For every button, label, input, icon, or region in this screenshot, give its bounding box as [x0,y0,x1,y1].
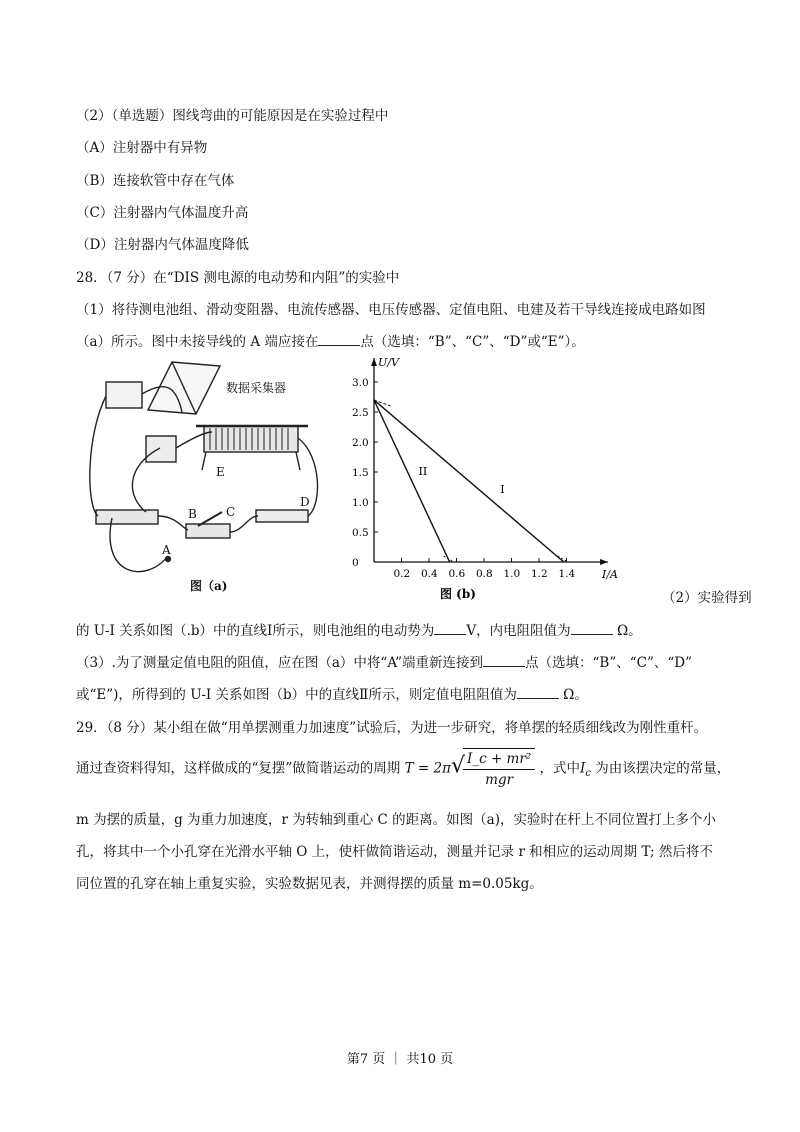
q27-option-b: （B）连接软管中存在气体 [76,173,235,189]
y-tick-label: 2.0 [352,437,369,449]
answer-blank [483,654,525,667]
x-tick-label: 0.2 [393,568,411,580]
figure-b-caption: 图 (b) [440,587,476,601]
q27-option-d: （D）注射器内气体温度降低 [76,237,249,253]
q28-part1-line1: （1）将待测电池组、滑动变阻器、电流传感器、电压传感器、定值电阻、电建及若干导线连接成电路如图 [76,302,706,318]
label-b: B [188,507,197,521]
figure-a-circuit [86,356,334,600]
q29-line3: m 为摆的质量，g 为重力加速度，r 为转轴到重心 C 的距离。如图（a)，实验时在杆上不同位置打上多个小 [76,812,716,828]
q29-line2-text-b: ，式中 [539,760,581,777]
x-tick-label: 1.2 [531,568,548,580]
q28-title: 28．（7 分）在“DIS 测电源的电动势和内阻”的实验中 [76,270,400,286]
chart-lines [374,400,568,562]
x-axis-label: I/A [602,568,618,581]
q28-part2-tail: （2）实验得到 [662,590,752,606]
y-tick-label: 0 [352,557,359,569]
q28-part3-line1 [76,651,692,671]
x-tick-label: 0.4 [421,568,438,580]
q28-part3-text-b: 点（选填：“B”、“C”、“D” [525,655,692,671]
q29-line2-text-a: 通过查资料得知，这样做成的“复摆”做简谐运动的周期 [76,760,401,777]
q29-line2-text-c: 为由该摆决定的常量， [595,760,731,777]
answer-blank [318,333,360,346]
formula-lhs: T = 2π [404,760,451,777]
device-label: 数据采集器 [226,381,287,395]
q29-line5: 同位置的孔穿在轴上重复实验，实验数据见表，并测得摆的质量 m=0.05kg。 [76,876,543,892]
x-tick-label: 1.0 [503,568,521,580]
q28-part2-line [76,619,642,639]
x-tick-label: 0.8 [476,568,493,580]
battery-pack [96,510,158,524]
answer-blank [571,622,613,635]
rheostat [204,426,298,452]
y-tick-label: 0.5 [352,527,369,539]
x-tick-label: 0.6 [448,568,466,580]
figure-a-caption: 图（a) [190,579,228,593]
answer-blank [517,686,559,699]
q28-part1-line2 [76,330,585,350]
y-tick-label: 2.5 [352,407,369,419]
y-axis-label: U/V [378,358,399,369]
formula-numerator: I_c + mr² [463,749,535,770]
q28-part1-text-b: 点（选填：“B”、“C”、“D”或“E”）。 [360,334,585,350]
formula-sqrt: √ $\frac{\text{I\_c + mr²}}{\text{mgr}}$ [451,748,535,790]
series-line-i [374,400,564,562]
q29-line2 [76,748,730,790]
fixed-resistor [256,510,308,522]
q29-line1: 29．（8 分）某小组在做“用单摆测重力加速度”试验后，为进一步研究，将单摆的轻质细线改为刚性重杆。 [76,720,708,736]
chart-axes [371,358,618,581]
series-label-ii: II [418,465,428,478]
series-label-i: I [500,483,505,496]
figure-b-chart [344,358,624,602]
q28-part3-text-a: （3）.为了测量定值电阻的阻值，应在图（a）中将“A”端重新连接到 [76,655,483,671]
ic-subscript: c [585,768,591,780]
q28-part1-text-a: （a）所示。图中未接导线的 A 端应接在 [76,334,319,350]
x-axis-arrow [600,559,608,565]
switch [186,524,230,538]
q28-part2-text-b: V，内电阻阻值为 [466,623,571,639]
q28-part3-text-c: 或“E”)，所得到的 U-I 关系如图（b）中的直线Ⅱ所示，则定值电阻阻值为 [76,687,517,703]
q28-part2-text-c: Ω。 [616,623,642,639]
q27-option-c: （C）注射器内气体温度升高 [76,205,249,221]
formula-denominator: mgr [485,772,514,788]
current-sensor [106,382,142,408]
y-tick-label: 1.0 [352,497,369,509]
ic-symbol: I [580,760,586,777]
label-d: D [300,495,310,509]
y-tick-label: 3.0 [352,377,369,389]
voltage-sensor [146,436,176,462]
label-c: C [226,505,236,519]
page-footer: 第7 页 ｜ 共10 页 [346,1052,454,1067]
series-line-ii [374,400,450,562]
y-axis-arrow [371,358,377,366]
chart-ticks [352,377,576,580]
q27-stem: （2）（单选题）图线弯曲的可能原因是在实验过程中 [76,108,389,124]
q29-line4: 孔，将其中一个小孔穿在光滑水平轴 O 上，使杆做简谐运动，测量并记录 r 和相应的运动周期 T; 然后将不 [76,844,713,860]
q28-part3-text-d: Ω。 [563,687,588,703]
label-e: E [216,465,225,479]
q28-part2-text-a: 的 U-I 关系如图（.b）中的直线Ⅰ所示，则电池组的电动势为 [76,623,435,639]
x-tick-label: 1.4 [558,568,576,580]
q28-part3-line2 [76,683,588,703]
q27-option-a: （A）注射器中有异物 [76,140,208,156]
answer-blank [434,622,466,635]
label-a: A [162,543,171,557]
y-tick-label: 1.5 [352,467,369,479]
